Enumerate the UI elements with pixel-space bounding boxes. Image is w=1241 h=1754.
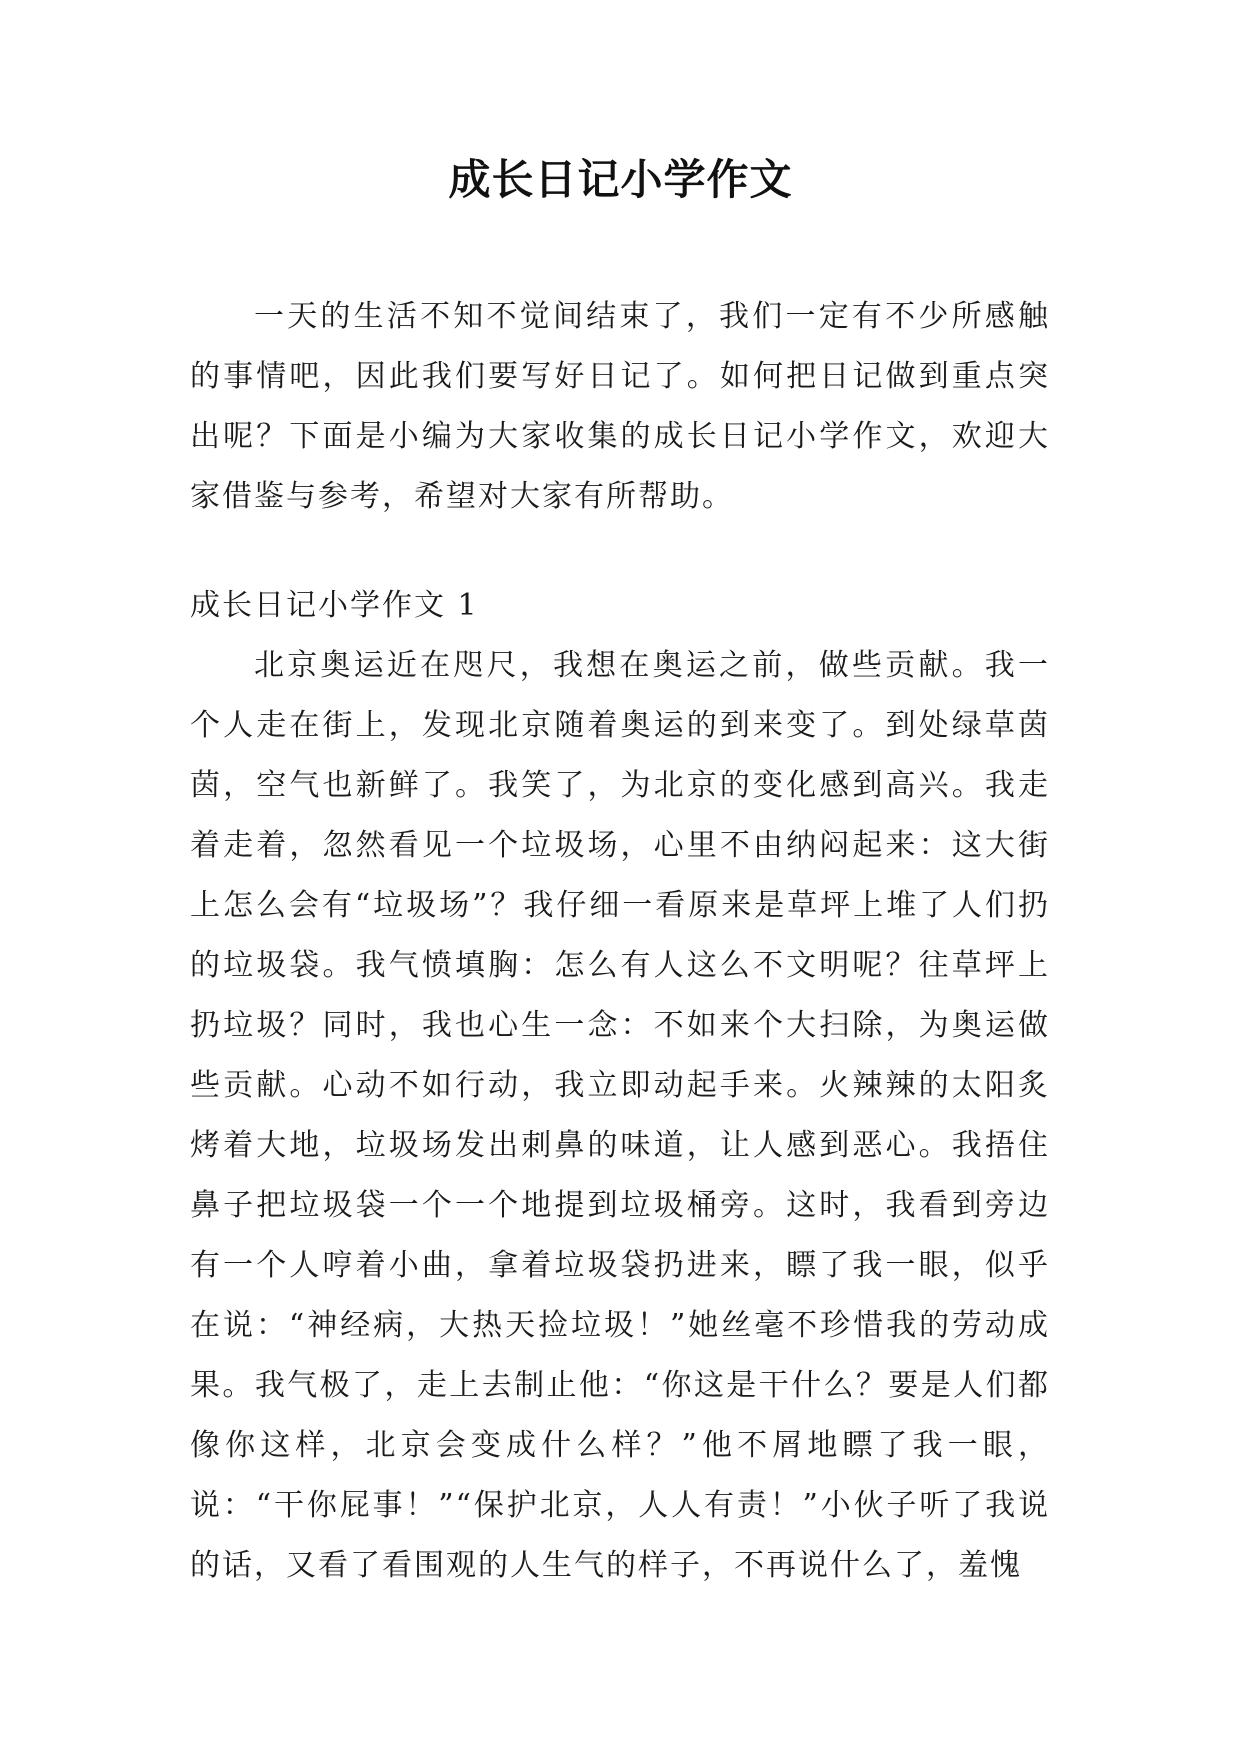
story-paragraph: 北京奥运近在咫尺，我想在奥运之前，做些贡献。我一个人走在街上，发现北京随着奥运的到来变了。到处绿草茵茵，空气也新鲜了。我笑了，为北京的变化感到高兴。我走着走着，忽然看见一个垃圾场，心里不由纳闷起来：这大街上怎么会有“垃圾场”？我仔细一看原来是草坪上堆了人们扔的垃圾袋。我气愤填胸：怎么有人这么不文明呢？往草坪上扔垃圾？同时，我也心生一念：不如来个大扫除，为奥运做些贡献。心动不如行动，我立即动起手来。火辣辣的太阳炙烤着大地，垃圾场发出刺鼻的味道，让人感到恶心。我捂住鼻子把垃圾袋一个一个地提到垃圾桶旁。这时，我看到旁边有一个人哼着小曲，拿着垃圾袋扔进来，瞟了我一眼，似乎在说：“神经病，大热天捡垃圾！”她丝毫不珍惜我的劳动成果。我气极了，走上去制止他：“你这是干什么？要是人们都像你这样，北京会变成什么样？”他不屑地瞟了我一眼，说：“干你屁事！”“保护北京，人人有责！”小伙子听了我说的话，又看了看围观的人生气的样子，不再说什么了，羞愧 (190, 648, 1050, 1583)
document-title: 成长日记小学作文 (448, 155, 793, 204)
section-heading: 成长日记小学作文 1 (190, 588, 479, 623)
intro-paragraph: 一天的生活不知不觉间结束了，我们一定有不少所感触的事情吧，因此我们要写好日记了。如何把日记做到重点突出呢？下面是小编为大家收集的成长日记小学作文，欢迎大家借鉴与参考，希望对大家有所帮助。 (190, 299, 1050, 514)
